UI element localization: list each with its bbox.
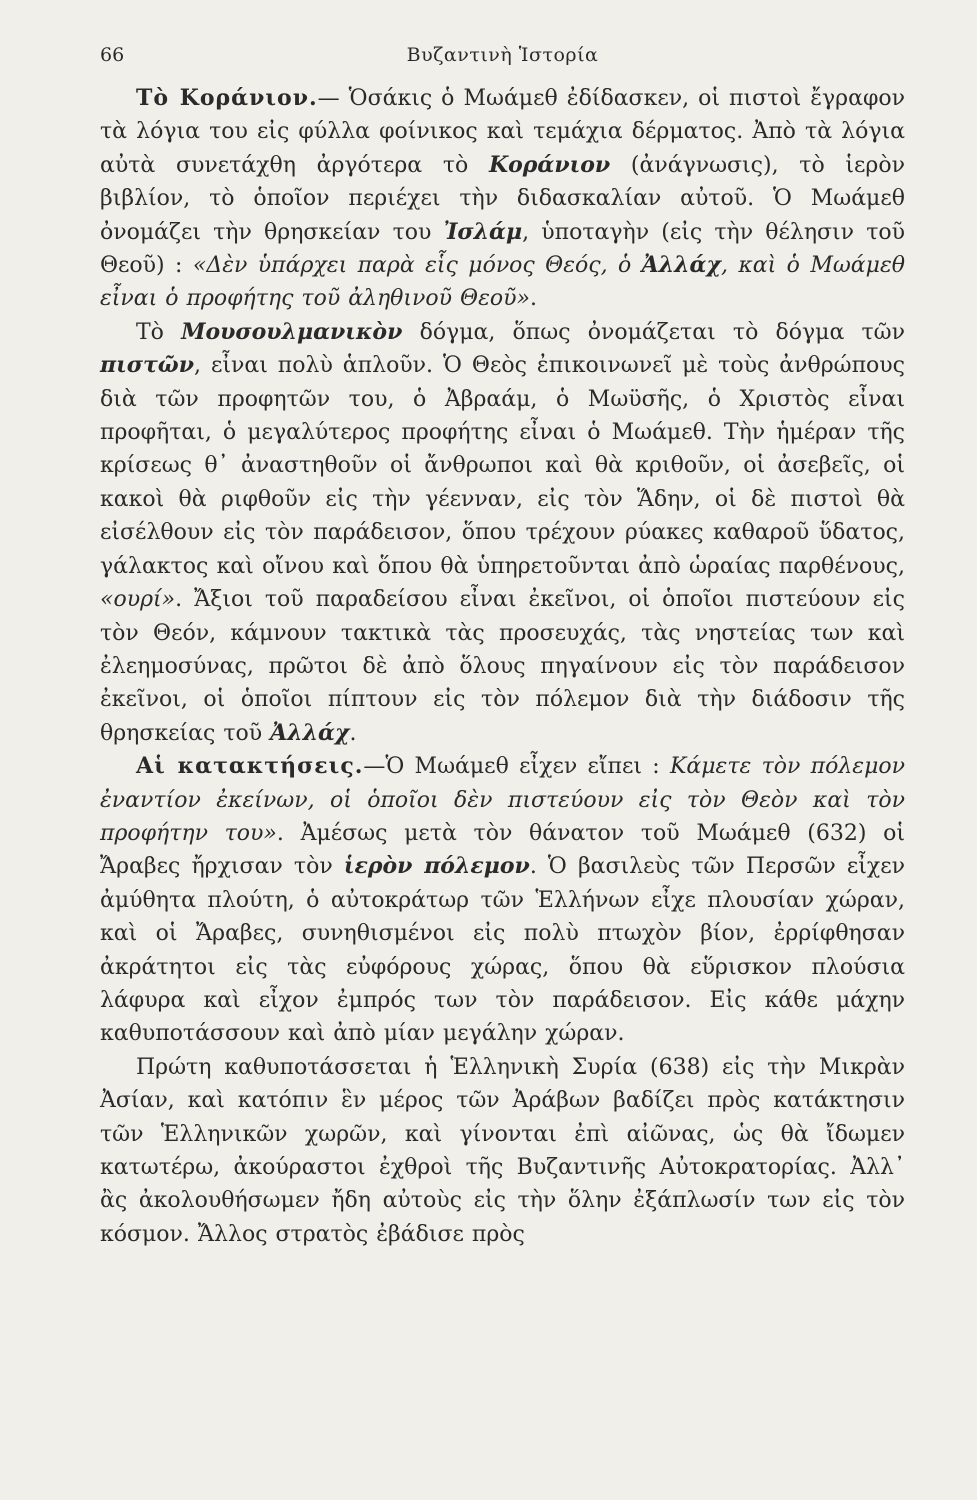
section-heading-koran: Τὸ Κοράνιον. (136, 85, 318, 111)
text-run: , εἶναι πολὺ ἁπλοῦν. Ὁ Θεὸς ἐπικοινωνεῖ μὲ τοὺς ἀνθρώπους διὰ τῶν προφητῶν του, ὁ Ἀβραάμ, ὁ Μωϋσῆς, ὁ Χριστὸς εἶναι προφῆται, ὁ μεγαλύτερος προφήτης εἶναι ὁ Μωάμεθ. Τὴν ἡμέραν τῆς κρίσεως θ᾽ ἀναστηθοῦν οἱ ἄνθρωποι καὶ θὰ κριθοῦν, οἱ ἀσεβεῖς, οἱ κακοὶ θὰ ριφθοῦν εἰς τὴν γέενναν, εἰς τὸν Ἅδην, οἱ δὲ πιστοὶ θὰ εἰσέλθουν εἰς τὸν παράδεισον, ὅπου τρέχουν ρύακες καθαροῦ ὕδατος, γάλακτος καὶ οἴνου καὶ ὅπου θὰ ὑπηρετοῦνται ἀπὸ ὡραίας παρθένους, (100, 353, 905, 579)
text-run: — Ὁσάκις ὁ Μωάμεθ ἐδίδασκεν, οἱ πιστοὶ ἔγραφον τὰ λόγια του εἰς φύλλα φοίνικος καὶ τεμάχια δέρματος. Ἀπὸ τὰ λόγια αὐτὰ συνετάχθη ἀργότερα τὸ (100, 86, 905, 178)
text-run: . Ὁ βασιλεὺς τῶν Περσῶν εἶχεν ἀμύθητα πλούτη, ὁ αὐτοκράτωρ τῶν Ἑλλήνων εἶχε πλουσίαν χώραν, καὶ οἱ Ἄραβες, συνηθισμένοι εἰς πολὺ πτωχὸν βίον, ἐρρίφθησαν ἀκράτητοι εἰς τὰς εὐφόρους χώρας, ὅπου θὰ εὕρισκον πλούσια λάφυρα καὶ εἶχον ἐμπρός των τὸν παράδεισον. Εἰς κάθε μάχην καθυποτάσσουν καὶ ἀπὸ μίαν μεγάλην χώραν. (100, 854, 906, 1047)
term-islam: Ἰσλάμ (443, 218, 523, 245)
text-run: , ὑποταγὴν (εἰς τὴν θέλησιν τοῦ Θεοῦ) : (100, 219, 906, 279)
running-head (100, 30, 905, 82)
section-heading-conquests: Αἱ κατακτήσεις. (136, 753, 364, 780)
page-number: 66 (100, 44, 125, 66)
text-run: . (529, 286, 537, 312)
term-allah: Ἀλλάχ (270, 719, 350, 746)
text-run: . Ἀμέσως μετὰ τὸν θάνατον τοῦ Μωάμεθ (632) οἱ Ἄραβες ἤρχισαν τὸν (100, 820, 905, 880)
text-run: . Ἄξιοι τοῦ παραδείσου εἶναι ἐκεῖνοι, οἱ ὁποῖοι πιστεύουν εἰς τὸν Θεόν, κάμνουν τακτικὰ τὰς προσευχάς, τὰς νηστείας των καὶ ἐλεημοσύνας, πρῶτοι δὲ ἀπὸ ὅλους πηγαίνουν εἰς τὸν παράδεισον ἐκεῖνοι, οἱ ὁποῖοι πίπτουν εἰς τὸν πόλεμον διὰ τὴν διάδοσιν τῆς θρησκείας τοῦ (100, 587, 905, 746)
paragraph-dogma (100, 316, 905, 750)
paragraph-syria (100, 1051, 905, 1251)
text-run: . (349, 720, 357, 746)
quote-run: «Δὲν ὑπάρχει παρὰ εἷς μόνος Θεός, ὁ (192, 253, 642, 279)
term-faithful: πιστῶν (100, 352, 194, 379)
term-muslim: Μουσουλμανικὸν (181, 318, 403, 345)
text-run: —Ὁ Μωάμεθ εἶχεν εἴπει : (363, 754, 670, 780)
running-title: Βυζαντινὴ Ἱστορία (406, 44, 599, 66)
quote-run: Κάμετε τὸν πόλεμον ἐναντίον ἐκείνων, οἱ ὁποῖοι δὲν πιστεύουν εἰς τὸν Θεὸν καὶ τὸν προφήτην του» (100, 754, 905, 846)
text-run: (ἀνάγνωσις), τὸ ἱερὸν βιβλίον, τὸ ὁποῖον περιέχει τὴν διδασκαλίαν αὐτοῦ. Ὁ Μωάμεθ ὀνομάζει τὴν θρησκείαν του (100, 152, 905, 245)
paragraph-conquests (100, 750, 905, 1051)
paragraph-koran (100, 82, 905, 316)
text-run: Τὸ (136, 319, 182, 345)
term-holy-war: ἱερὸν πόλεμον (343, 853, 530, 880)
quote-run: , καὶ ὁ Μωάμεθ εἶναι ὁ προφήτης τοῦ ἀληθινοῦ Θεοῦ» (100, 253, 905, 312)
term-houri: «ουρί» (100, 587, 176, 613)
term-allah: Ἀλλάχ (641, 252, 721, 279)
body-text (100, 82, 905, 1251)
text-run: δόγμα, ὅπως ὀνομάζεται τὸ δόγμα τῶν (402, 319, 905, 345)
text-run: Πρώτη καθυποτάσσεται ἡ Ἑλληνικὴ Συρία (638) εἰς τὴν Μικρὰν Ἀσίαν, καὶ κατόπιν ἓν μέρος τῶν Ἀράβων βαδίζει πρὸς κατάκτησιν τῶν Ἑλληνικῶν χωρῶν, καὶ γίνονται ἐπὶ αἰῶνας, ὡς θὰ ἴδωμεν κατωτέρω, ἀκούραστοι ἐχθροὶ τῆς Βυζαντινῆς Αὐτοκρατορίας. Ἀλλ᾽ ἂς ἀκολουθήσωμεν ἤδη αὐτοὺς εἰς τὴν ὅλην ἐξάπλωσίν των εἰς τὸν κόσμον. Ἄλλος στρατὸς ἐβάδισε πρὸς (100, 1054, 905, 1247)
term-koran: Κοράνιον (488, 151, 611, 178)
